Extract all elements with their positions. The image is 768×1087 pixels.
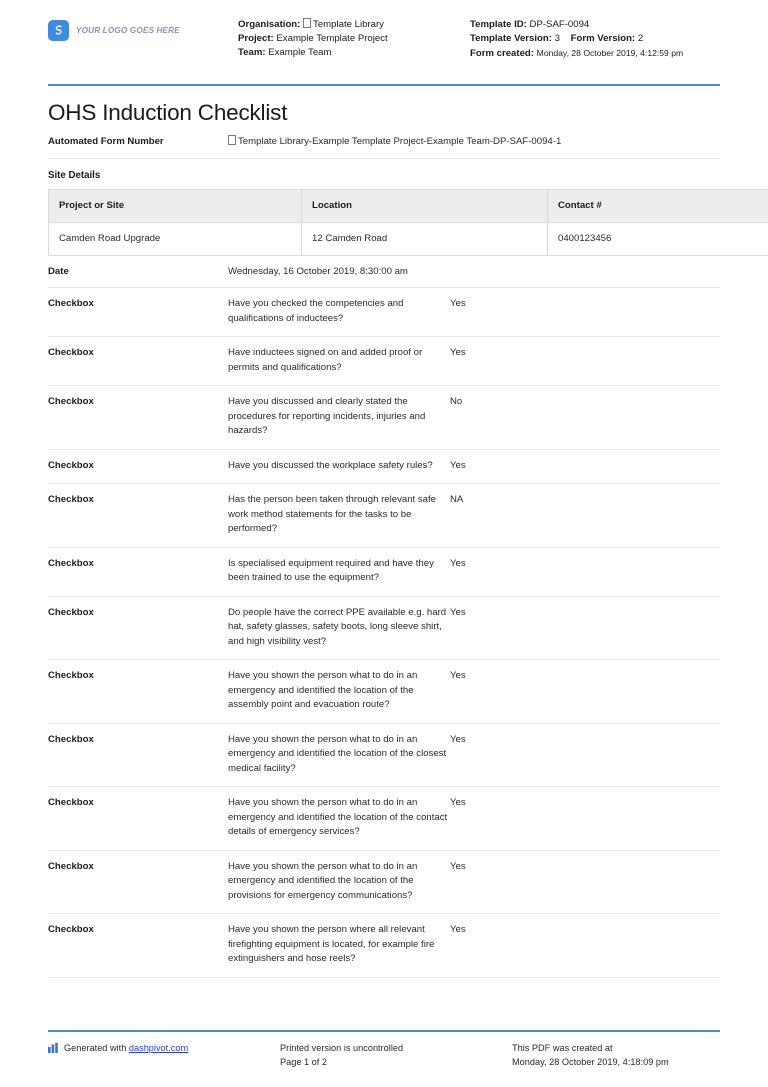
checklist-item-question: Have you checked the competencies and qualifications of inductees? (228, 298, 404, 324)
checklist-item-answer: Yes (450, 606, 466, 618)
footer-pdf-created-value: Monday, 28 October 2019, 4:18:09 pm (512, 1056, 669, 1067)
checklist-item-answer: Yes (450, 797, 466, 808)
site-details-heading: Site Details (48, 169, 101, 181)
header-org-details (238, 16, 470, 60)
checklist-item-question: Have you discussed the workplace safety rules? (228, 459, 433, 471)
checklist-item-type: Checkbox (48, 670, 94, 681)
header-team-label: Team: (238, 47, 266, 59)
header-form-created-value: Monday, 28 October 2019, 4:12:59 pm (536, 48, 684, 59)
checklist-item-answer: Yes (450, 557, 466, 569)
checklist (48, 288, 720, 978)
checklist-item (48, 724, 720, 788)
checklist-item (48, 337, 720, 386)
checklist-item-answer: Yes (450, 860, 466, 872)
header-team-line (238, 46, 470, 60)
footer-print-notice: Printed version is uncontrolled (280, 1043, 404, 1053)
checklist-item-answer: NA (450, 494, 464, 505)
page-title: OHS Induction Checklist (48, 100, 288, 125)
logo-block (48, 16, 238, 41)
header-template-id-line (470, 18, 720, 32)
checklist-item-answer: Yes (450, 459, 466, 471)
cell-location: 12 Camden Road (302, 222, 548, 255)
checklist-item-type: Checkbox (48, 924, 94, 935)
column-header-project-or-site: Project or Site (49, 189, 302, 222)
cell-project-or-site: Camden Road Upgrade (49, 222, 302, 255)
checklist-item-type: Checkbox (48, 494, 94, 505)
checklist-item (48, 484, 720, 548)
checklist-item (48, 288, 720, 337)
footer-print-block (280, 1042, 512, 1069)
checklist-item-question: Have you shown the person what to do in an emergency and identified the location of the closest medical facility? (228, 733, 447, 774)
header-version-line (470, 32, 720, 46)
checklist-item (48, 787, 720, 851)
date-value: Wednesday, 16 October 2019, 8:30:00 am (228, 265, 408, 277)
checklist-item-question: Has the person been taken through relevant safe work method statements for the tasks to be performed? (228, 494, 437, 534)
checklist-item-type: Checkbox (48, 347, 94, 358)
checklist-item-answer: Yes (450, 347, 466, 358)
checklist-item (48, 914, 720, 978)
automated-form-number-value-wrap (228, 135, 720, 149)
header-project-label: Project: (238, 33, 274, 45)
checklist-item (48, 450, 720, 485)
checklist-item-type: Checkbox (48, 459, 94, 471)
header-form-version-value: 2 (637, 33, 644, 45)
checklist-item-type: Checkbox (48, 733, 94, 745)
date-row (48, 256, 720, 289)
missing-glyph-icon (228, 135, 236, 145)
header-form-version-label: Form Version: (570, 33, 636, 45)
checklist-item-question: Have you shown the person what to do in an emergency and identified the location of the contact details of emergency services? (228, 797, 448, 837)
header-team-value: Example Team (268, 47, 332, 59)
checklist-item-question: Have you shown the person what to do in an emergency and identified the location of the provisions for emergency communications? (228, 860, 418, 901)
document-footer (48, 1030, 720, 1069)
checklist-item-question: Have you shown the person what to do in an emergency and identified the location of the assembly point and evacuation route? (228, 670, 418, 710)
checklist-item-type: Checkbox (48, 606, 94, 618)
footer-generated-block (48, 1042, 280, 1056)
footer-pdf-created-block (512, 1042, 720, 1069)
header-project-value: Example Template Project (276, 33, 388, 45)
checklist-item (48, 548, 720, 597)
automated-form-number-value: Template Library-Example Template Project-Example Team-DP-SAF-0094-1 (238, 136, 562, 147)
checklist-item-type: Checkbox (48, 797, 94, 808)
checklist-item-type: Checkbox (48, 860, 94, 872)
header-template-details (470, 16, 720, 61)
automated-form-number-row (48, 126, 720, 159)
header-organisation-line (238, 18, 470, 32)
company-logo-icon (48, 20, 69, 41)
automated-form-number-label: Automated Form Number (48, 136, 164, 147)
checklist-item (48, 386, 720, 450)
footer-generated-prefix: Generated with (64, 1043, 129, 1053)
checklist-item (48, 597, 720, 661)
header-template-id-value: DP-SAF-0094 (529, 19, 590, 30)
footer-generated-text (64, 1042, 188, 1056)
checklist-item-type: Checkbox (48, 396, 94, 407)
footer-page-number: Page 1 of 2 (280, 1056, 327, 1067)
header-organisation-label: Organisation: (238, 19, 301, 30)
missing-glyph-icon (303, 18, 311, 28)
checklist-item-question: Have you discussed and clearly stated the procedures for reporting incidents, injuries and hazards? (228, 396, 426, 436)
dashpivot-link[interactable]: dashpivot.com (128, 1043, 189, 1053)
header-form-created-line (470, 46, 720, 61)
checklist-item (48, 660, 720, 724)
bar-chart-icon (48, 1043, 59, 1053)
logo-placeholder-text: YOUR LOGO GOES HERE (76, 26, 180, 35)
header-form-created-label: Form created: (470, 48, 534, 60)
checklist-item-answer: Yes (450, 733, 466, 745)
header-divider (48, 84, 720, 86)
site-details-table (48, 189, 768, 256)
checklist-item-question: Is specialised equipment required and have they been trained to use the equipment? (228, 557, 434, 583)
header-template-id-label: Template ID: (470, 19, 527, 30)
header-template-version-value: 3 (554, 33, 560, 45)
cell-contact: 0400123456 (548, 222, 768, 255)
checklist-item-answer: Yes (450, 670, 466, 681)
checklist-item-question: Have you shown the person where all relevant firefighting equipment is located, for example fire extinguishers and hose reels? (228, 924, 435, 964)
checklist-item-type: Checkbox (48, 557, 94, 569)
checklist-item-type: Checkbox (48, 298, 94, 309)
table-row (49, 222, 768, 255)
checklist-item (48, 851, 720, 915)
checklist-item-answer: No (450, 396, 463, 407)
column-header-contact: Contact # (548, 189, 768, 222)
header-organisation-value: Template Library (313, 19, 384, 30)
footer-divider (48, 1030, 720, 1032)
header-template-version-label: Template Version: (470, 33, 552, 45)
footer-pdf-created-label: This PDF was created at (512, 1043, 613, 1053)
column-header-location: Location (302, 189, 548, 222)
checklist-item-answer: Yes (450, 298, 466, 309)
date-label: Date (48, 265, 69, 277)
checklist-item-answer: Yes (450, 924, 466, 935)
checklist-item-question: Do people have the correct PPE available e.g. hard hat, safety glasses, safety boots, long sleeve shirt, and high visibility vest? (228, 606, 447, 647)
checklist-item-question: Have inductees signed on and added proof or permits and qualifications? (228, 347, 423, 373)
header-project-line (238, 32, 470, 46)
document-header (48, 0, 720, 74)
table-header-row (49, 189, 768, 222)
